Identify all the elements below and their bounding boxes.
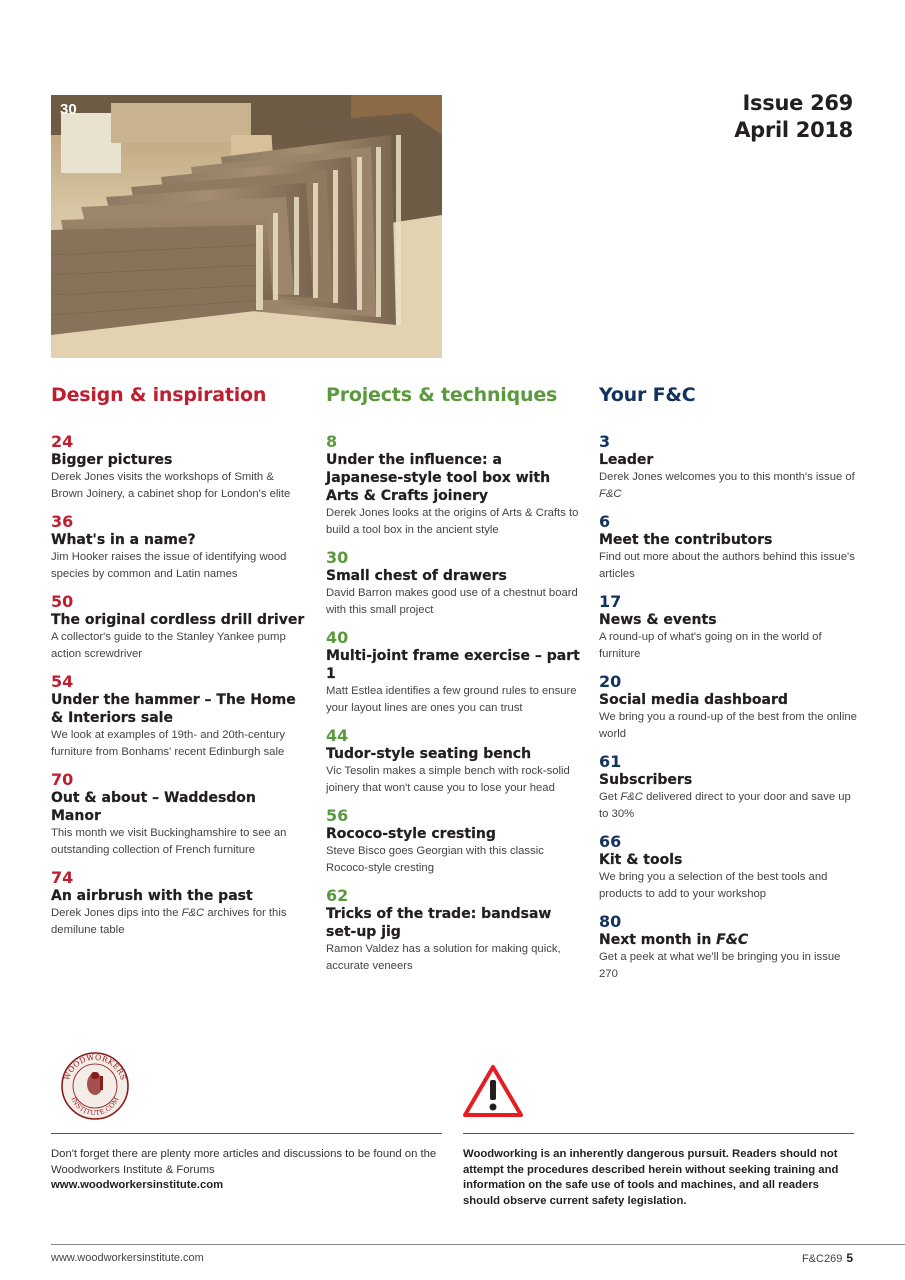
article-description: Ramon Valdez has a solution for making quick, accurate veneers <box>326 943 561 972</box>
article-title: Subscribers <box>599 772 693 788</box>
cover-photo <box>51 95 442 358</box>
contents-item[interactable] <box>326 886 584 974</box>
section-title: Your F&C <box>599 384 696 406</box>
article-title: Small chest of drawers <box>326 568 507 584</box>
article-description: Derek Jones welcomes you to this month's issue of F&C <box>599 471 855 500</box>
safety-warning-text: Woodworking is an inherently dangerous pursuit. Readers should not attempt the procedures described herein without seeking training and information on the safe use of tools and machines, and all readers should observe current safety legislation. <box>463 1148 839 1207</box>
article-description: Steve Bisco goes Georgian with this classic Rococo-style cresting <box>326 845 544 874</box>
contents-item[interactable] <box>51 868 307 938</box>
forum-promo <box>51 1147 446 1194</box>
page-number: 3 <box>599 432 611 451</box>
contents-item[interactable] <box>51 592 307 662</box>
page-number: 30 <box>326 548 349 567</box>
forum-link[interactable]: www.woodworkersinstitute.com <box>51 1179 224 1191</box>
article-description: We bring you a selection of the best tools and products to add to your workshop <box>599 871 828 900</box>
contents-item[interactable] <box>51 672 307 760</box>
svg-text:INSTITUTE.COM: INSTITUTE.COM <box>69 1095 121 1118</box>
article-description: This month we visit Buckinghamshire to see an outstanding collection of French furniture <box>51 827 287 856</box>
article-title: Under the hammer – The Home & Interiors sale <box>51 692 296 726</box>
article-description: Get F&C delivered direct to your door and save up to 30% <box>599 791 851 820</box>
page-number: 20 <box>599 672 622 691</box>
article-description: We look at examples of 19th- and 20th-century furniture from Bonhams' recent Edinburgh sale <box>51 729 286 758</box>
article-title: Next month in F&C <box>599 932 749 948</box>
article-description: Derek Jones visits the workshops of Smith & Brown Joinery, a cabinet shop for London's elite <box>51 471 291 500</box>
section-projects-techniques <box>326 384 584 984</box>
contents-item[interactable] <box>599 832 859 902</box>
article-title: Leader <box>599 452 654 468</box>
page-number: 8 <box>326 432 338 451</box>
article-description: Derek Jones looks at the origins of Arts & Crafts to build a tool box in the ancient style <box>326 507 579 536</box>
article-title: Bigger pictures <box>51 452 173 468</box>
section-title: Projects & techniques <box>326 384 558 406</box>
article-description: Derek Jones dips into the F&C archives for this demilune table <box>51 907 287 936</box>
section-design-inspiration <box>51 384 307 948</box>
page-number: 62 <box>326 886 349 905</box>
page-number: 50 <box>51 592 74 611</box>
article-description: Get a peek at what we'll be bringing you in issue 270 <box>599 951 841 980</box>
article-description: Matt Estlea identifies a few ground rules to ensure your layout lines are ones you can trust <box>326 685 577 714</box>
article-description: We bring you a round-up of the best from the online world <box>599 711 857 740</box>
forum-promo-text: Don't forget there are plenty more articles and discussions to be found on the Woodworkers Institute & Forums <box>51 1148 437 1176</box>
page-number: 6 <box>599 512 611 531</box>
issue-info <box>734 90 853 144</box>
contents-item[interactable] <box>599 752 859 822</box>
issue-date: April 2018 <box>734 118 853 142</box>
contents-item[interactable] <box>326 432 584 538</box>
section-title: Design & inspiration <box>51 384 267 406</box>
page-number: 5 <box>846 1251 853 1265</box>
contents-item[interactable] <box>599 432 859 502</box>
divider <box>51 1133 442 1134</box>
article-title: Social media dashboard <box>599 692 788 708</box>
article-title: The original cordless drill driver <box>51 612 305 628</box>
page-number: 40 <box>326 628 349 647</box>
article-description: David Barron makes good use of a chestnut board with this small project <box>326 587 578 616</box>
article-description: A round-up of what's going on in the world of furniture <box>599 631 822 660</box>
article-title: Tudor-style seating bench <box>326 746 532 762</box>
page-number: 74 <box>51 868 74 887</box>
article-title: Out & about – Waddesdon Manor <box>51 790 256 824</box>
page-number: 36 <box>51 512 74 531</box>
divider <box>463 1133 854 1134</box>
page-number: 54 <box>51 672 74 691</box>
article-title: Under the influence: a Japanese-style tool box with Arts & Crafts joinery <box>326 452 551 504</box>
page-number: 66 <box>599 832 622 851</box>
article-description: Vic Tesolin makes a simple bench with rock-solid joinery that won't cause you to lose your head <box>326 765 570 794</box>
issue-number: Issue 269 <box>742 91 853 115</box>
warning-icon <box>462 1064 524 1118</box>
article-title: Meet the contributors <box>599 532 773 548</box>
article-title: News & events <box>599 612 717 628</box>
contents-item[interactable] <box>599 672 859 742</box>
article-description: A collector's guide to the Stanley Yankee pump action screwdriver <box>51 631 286 660</box>
article-title: What's in a name? <box>51 532 196 548</box>
article-title: Kit & tools <box>599 852 683 868</box>
page-number: 17 <box>599 592 622 611</box>
contents-item[interactable] <box>599 912 859 982</box>
page-number: 24 <box>51 432 74 451</box>
woodworkers-institute-logo[interactable] <box>56 1050 134 1120</box>
article-description: Jim Hooker raises the issue of identifying wood species by common and Latin names <box>51 551 287 580</box>
issue-code: F&C269 <box>801 1253 843 1265</box>
page-number: 56 <box>326 806 349 825</box>
section-your-fc <box>599 384 859 992</box>
contents-item[interactable] <box>326 806 584 876</box>
contents-item[interactable] <box>51 512 307 582</box>
contents-item[interactable] <box>326 548 584 618</box>
page-number: 70 <box>51 770 74 789</box>
page-number: 44 <box>326 726 349 745</box>
contents-item[interactable] <box>51 432 307 502</box>
page-number: 61 <box>599 752 622 771</box>
article-title: Rococo-style cresting <box>326 826 496 842</box>
article-title: An airbrush with the past <box>51 888 253 904</box>
page-number: 80 <box>599 912 622 931</box>
page-folio <box>802 1251 853 1265</box>
contents-item[interactable] <box>326 628 584 716</box>
contents-item[interactable] <box>326 726 584 796</box>
svg-text:WOODWORKERS: WOODWORKERS <box>61 1052 129 1082</box>
article-description: Find out more about the authors behind this issue's articles <box>599 551 855 580</box>
contents-item[interactable] <box>599 592 859 662</box>
contents-item[interactable] <box>51 770 307 858</box>
wood-boards-illustration <box>51 95 442 358</box>
contents-item[interactable] <box>599 512 859 582</box>
photo-page-number: 30 <box>60 101 77 118</box>
footer-divider <box>51 1244 905 1245</box>
article-title: Multi-joint frame exercise – part 1 <box>326 648 580 682</box>
footer-url[interactable]: www.woodworkersinstitute.com <box>51 1252 204 1264</box>
article-title: Tricks of the trade: bandsaw set-up jig <box>326 906 552 940</box>
